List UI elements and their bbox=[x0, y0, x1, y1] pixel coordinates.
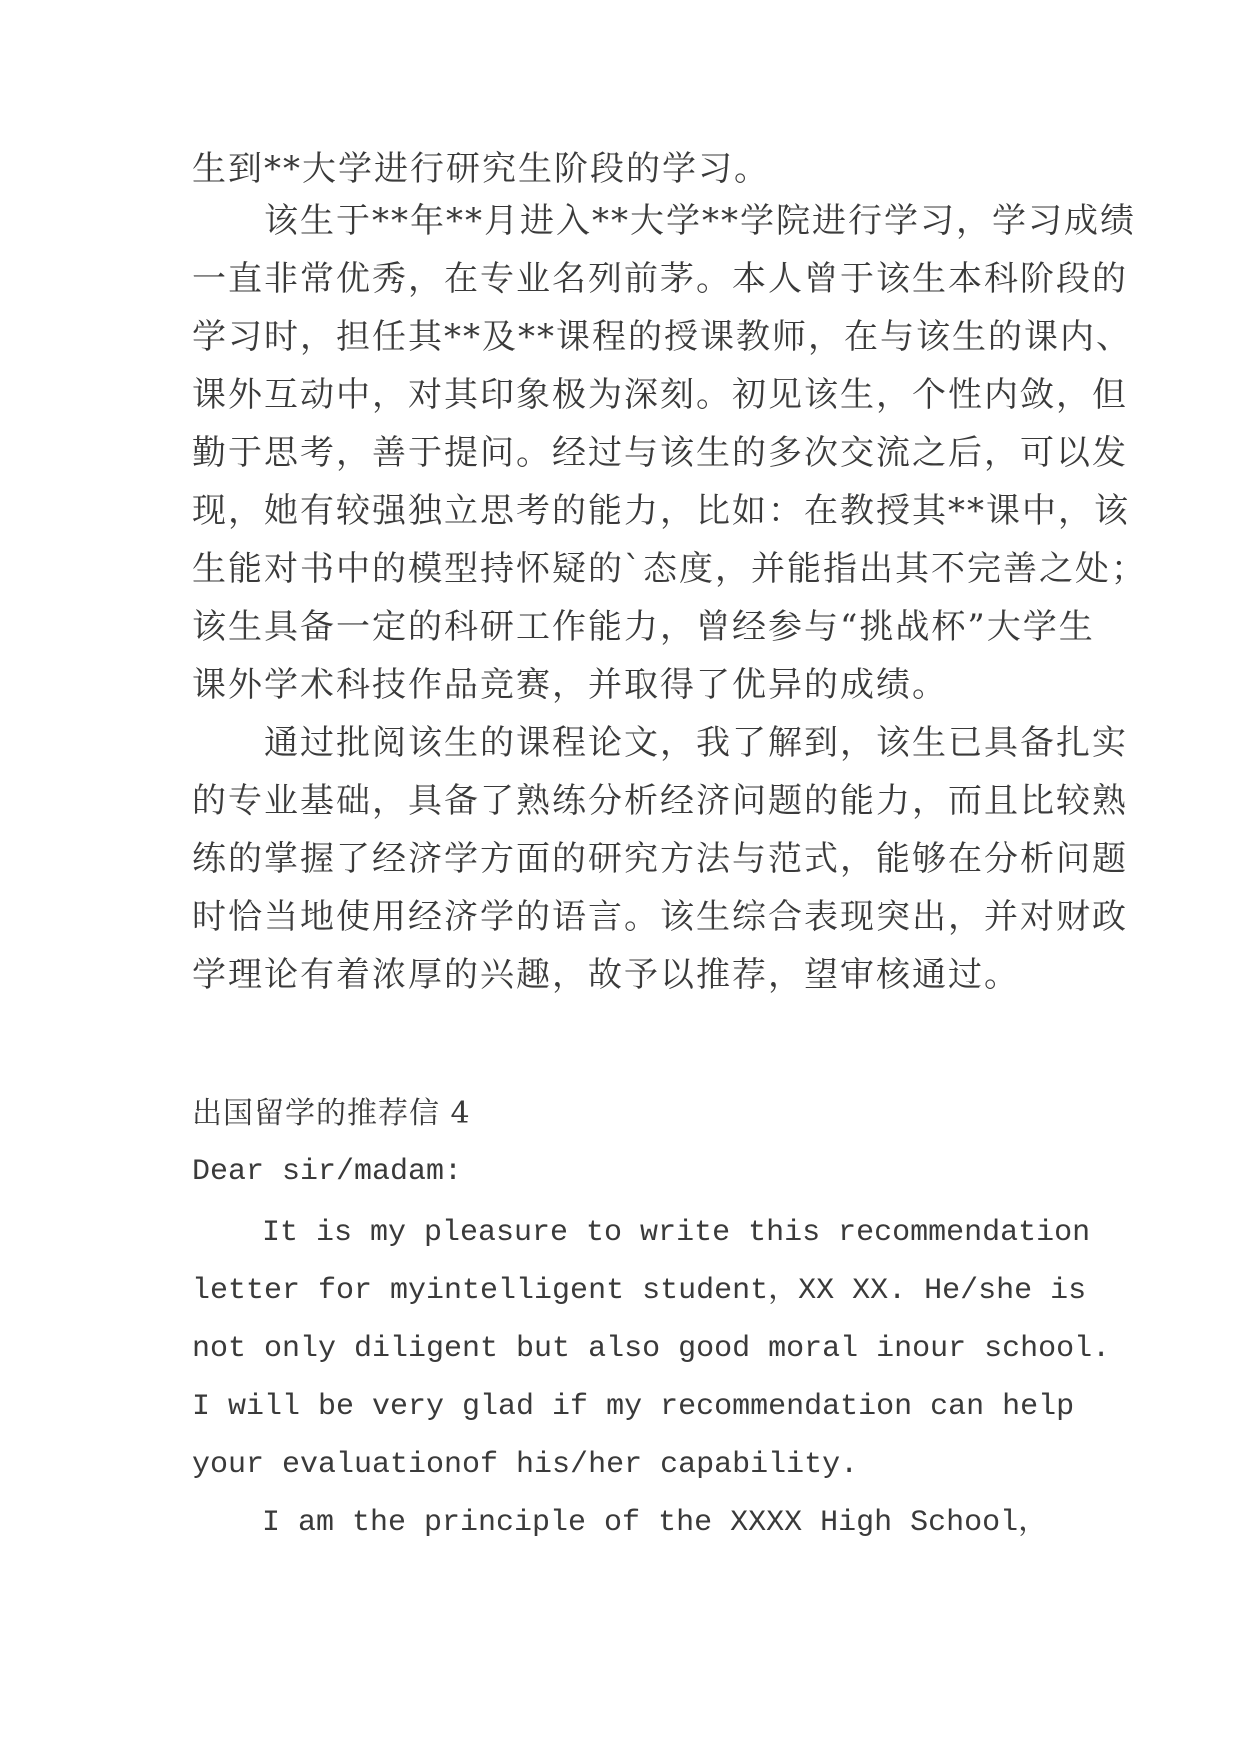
text-line: letter for myintelligent student，XX XX. He/she is bbox=[192, 1274, 1087, 1308]
paragraph-continuation bbox=[192, 140, 1072, 198]
text-line: 课外互动中，对其印象极为深刻。初见该生，个性内敛，但 bbox=[192, 375, 1128, 415]
text-line: 生到**大学进行研究生阶段的学习。 bbox=[192, 149, 770, 189]
text-line: I will be very glad if my recommendation can help bbox=[192, 1390, 1075, 1424]
text-line: 现，她有较强独立思考的能力，比如：在教授其**课中，该 bbox=[192, 491, 1130, 531]
text-line: your evaluationof his/her capability. bbox=[192, 1448, 859, 1482]
english-paragraph-introduction bbox=[192, 1204, 1111, 1494]
text-line: 练的掌握了经济学方面的研究方法与范式，能够在分析问题 bbox=[192, 839, 1128, 879]
english-paragraph-principal bbox=[192, 1494, 1072, 1552]
paragraph-student-background bbox=[192, 192, 1147, 714]
text-line: 一直非常优秀，在专业名列前茅。本人曾于该生本科阶段的 bbox=[192, 259, 1128, 299]
text-line: 学理论有着浓厚的兴趣，故予以推荐，望审核通过。 bbox=[192, 955, 1020, 995]
text-line: I am the principle of the XXXX High School， bbox=[262, 1506, 1049, 1540]
paragraph-academic-evaluation bbox=[192, 714, 1128, 1004]
text-line: not only diligent but also good moral inour school. bbox=[192, 1332, 1111, 1366]
text-line: It is my pleasure to write this recommendation bbox=[262, 1216, 1091, 1250]
text-line: 的专业基础，具备了熟练分析经济问题的能力，而且比较熟 bbox=[192, 781, 1128, 821]
text-line: 通过批阅该生的课程论文，我了解到，该生已具备扎实 bbox=[192, 723, 1128, 763]
text-line: 课外学术科技作品竞赛，并取得了优异的成绩。 bbox=[192, 665, 948, 705]
section-heading: 出国留学的推荐信 4 bbox=[192, 1096, 471, 1131]
salutation: Dear sir/madam: bbox=[192, 1155, 463, 1189]
text-line: 勤于思考，善于提问。经过与该生的多次交流之后，可以发 bbox=[192, 433, 1128, 473]
text-line: 生能对书中的模型持怀疑的`态度，并能指出其不完善之处； bbox=[192, 549, 1147, 589]
text-line: 学习时，担任其**及**课程的授课教师，在与该生的课内、 bbox=[192, 317, 1132, 357]
text-line: 时恰当地使用经济学的语言。该生综合表现突出，并对财政 bbox=[192, 897, 1128, 937]
text-line: 该生具备一定的科研工作能力，曾经参与“挑战杯”大学生 bbox=[192, 607, 1095, 647]
text-line: 该生于**年**月进入**大学**学院进行学习，学习成绩 bbox=[192, 201, 1136, 241]
